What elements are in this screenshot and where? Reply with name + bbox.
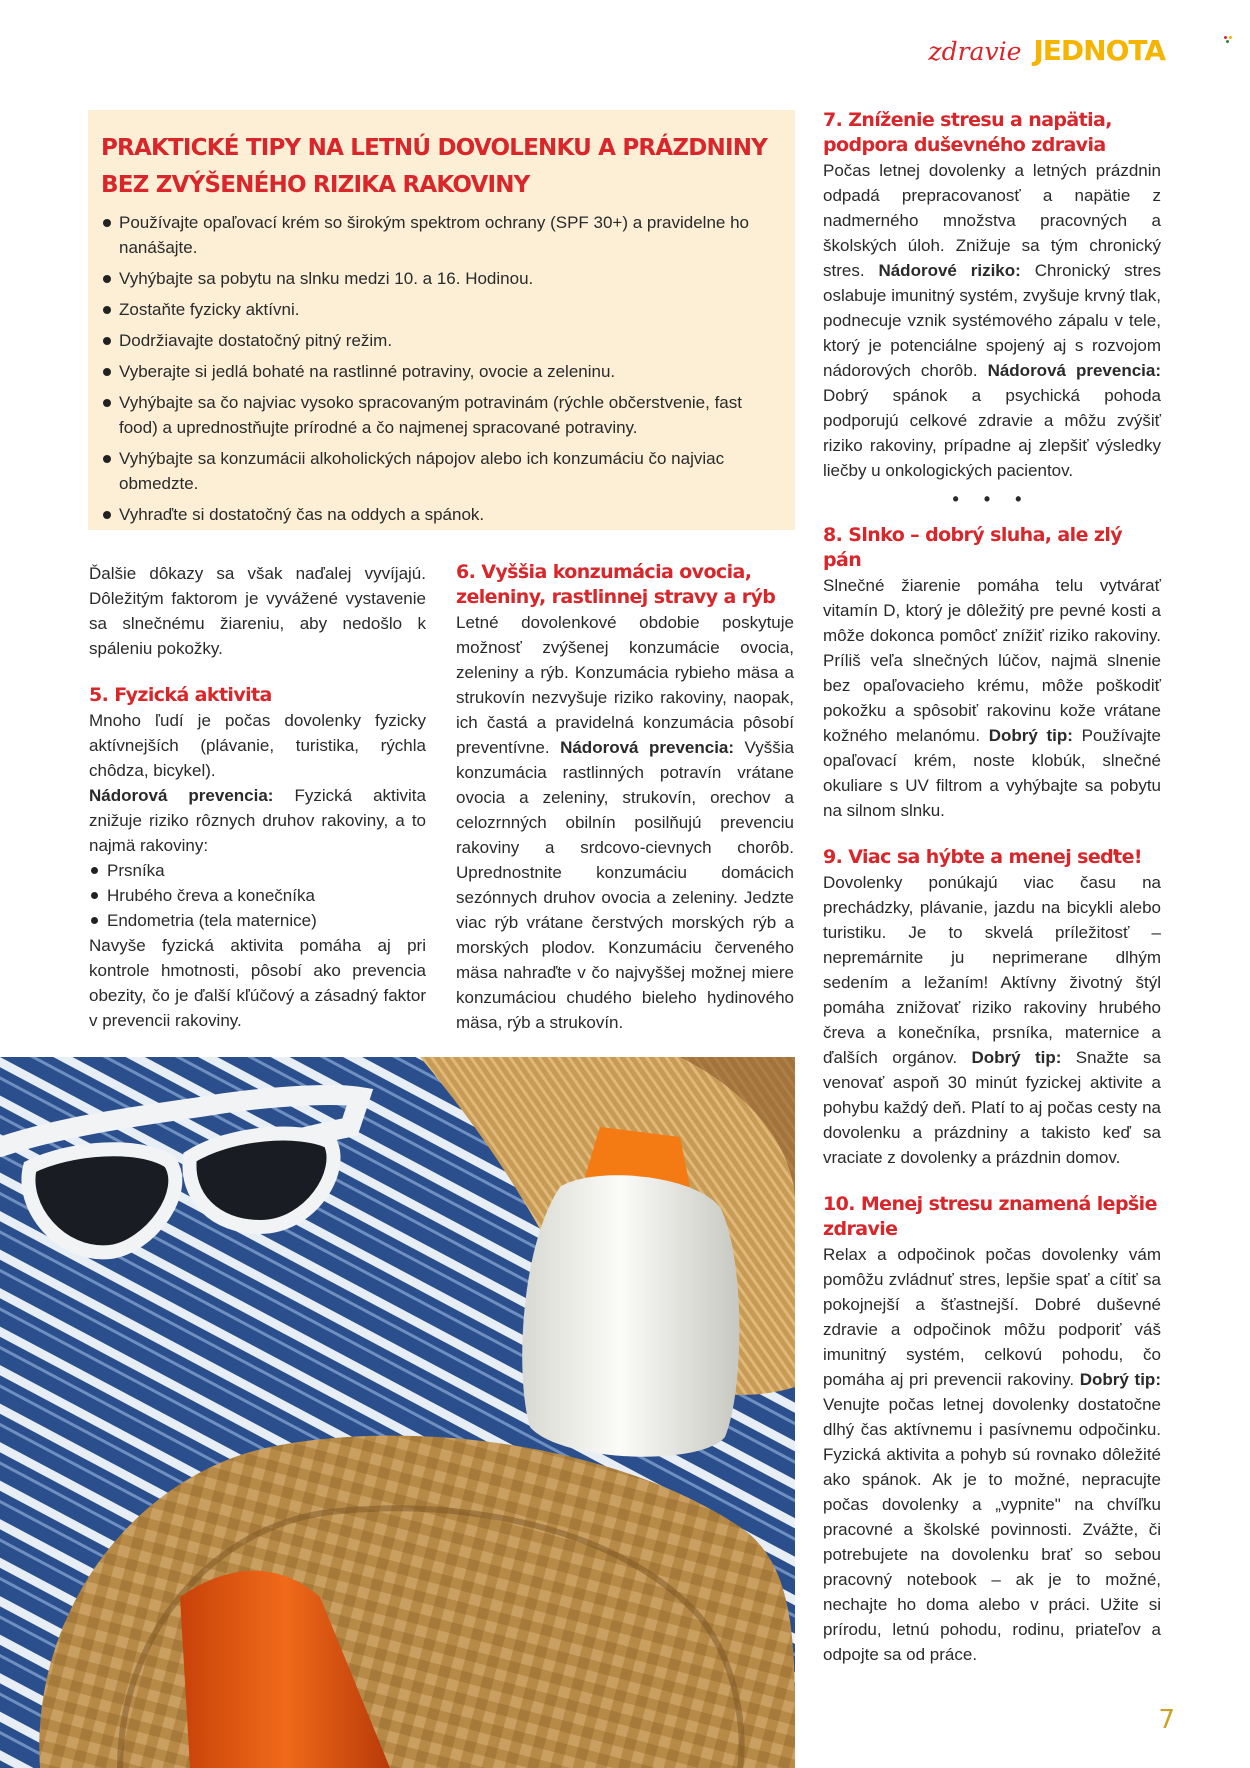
tips-box	[88, 110, 795, 530]
section-7-bold-1: Nádorové riziko:	[878, 261, 1021, 280]
tips-item: Zostaňte fyzicky aktívni.	[101, 297, 780, 322]
page-number: 7	[1158, 1705, 1175, 1735]
section-label: zdravie	[928, 37, 1022, 66]
section-6-text-1: Letné dovolenkové obdobie poskytuje možnosť zvýšenej konzumácie ovocia, zeleniny a rýb. Konzumácia rybieho mäsa a strukovín nezvyšuje riziko rakoviny, naopak, ich častá a pravidelná konzumácia pôsobí preventívne.	[456, 613, 794, 757]
list-item: Prsníka	[89, 858, 426, 883]
section-5-text-2	[89, 783, 426, 858]
section-5-text-2-body: Fyzická aktivita znižuje riziko rôznych druhov rakoviny, a to najmä rakoviny:	[89, 786, 426, 855]
tips-title-line1: PRAKTICKÉ TIPY NA LETNÚ DOVOLENKU A PRÁZDNINY	[101, 135, 768, 161]
section-8-text-1: Slnečné žiarenie pomáha telu vytvárať vitamín D, ktorý je dôležitý pre pevné kosti a môže dokonca pomôcť znížiť riziko rakoviny. Príliš veľa slnečných lúčov, najmä slnenie bez opaľovacieho krému, môže poškodiť pokožku a spôsobiť rakovinu kože vrátane kožného melanómu.	[823, 576, 1161, 745]
section-5-heading: 5. Fyzická aktivita	[89, 684, 272, 706]
section-6-bold: Nádorová prevencia:	[560, 738, 735, 757]
tips-title	[101, 130, 780, 204]
section-9-text	[823, 870, 1161, 1170]
corner-dots-icon	[1224, 36, 1234, 44]
section-5-text-1: Mnoho ľudí je počas dovolenky fyzicky aktívnejších (plávanie, turistika, rýchla chôdza, bicykel).	[89, 711, 426, 780]
beach-photo	[0, 1057, 795, 1768]
section-6-heading: 6. Vyššia konzumácia ovocia, zeleniny, rastlinnej stravy a rýb	[456, 561, 776, 608]
tips-item: Vyhýbajte sa čo najviac vysoko spracovaným potravinám (rýchle občerstvenie, fast food) a uprednostňujte prírodné a čo najmenej spracované potraviny.	[101, 390, 780, 440]
section-7-text-3: Dobrý spánok a psychická pohoda podporujú celkové zdravie a môžu zvýšiť riziko rakoviny, prípadne aj zlepšiť výsledky liečby u onkologických pacientov.	[823, 386, 1161, 480]
section-8-bold: Dobrý tip:	[988, 726, 1073, 745]
column-1	[89, 561, 426, 1033]
section-8-text-2: Používajte opaľovací krém, noste klobúk, slnečné okuliare s UV filtrom a vyhýbajte sa pobytu na silnom slnku.	[823, 726, 1161, 820]
section-10-text-1: Relax a odpočinok počas dovolenky vám pomôžu zvládnuť stres, lepšie spať a cítiť sa pokojnejší a šťastnejší. Dobré duševné zdravie a odpočinok môžu podporiť váš imunitný systém, celkovú pohodu, čo pomáha aj pri prevencii rakoviny.	[823, 1245, 1161, 1389]
tips-item: Používajte opaľovací krém so širokým spektrom ochrany (SPF 30+) a pravidelne ho nanášajte.	[101, 210, 780, 260]
list-item: Hrubého čreva a konečníka	[89, 883, 426, 908]
section-7-heading: 7. Zníženie stresu a napätia, podpora duševného zdravia	[823, 109, 1112, 156]
tips-item: Vyhraďte si dostatočný čas na oddych a spánok.	[101, 502, 780, 527]
section-10-text-2: Venujte počas letnej dovolenky dostatočne dlhý čas aktívnemu i pasívnemu odpočinku. Fyzická aktivita a pohyb sú rovnako dôležité ako spánok. Ak je to možné, nepracujte počas dovolenky a „vypnite" na chvíľku pracovné a školské povinnosti. Zvážte, či potrebujete na dovolenku brať so sebou pracovný notebook – ak je to možné, nechajte ho doma alebo v práci. Užite si prírodu, letnú pohodu, rodinu, priateľov a odpojte sa od práce.	[823, 1395, 1161, 1664]
tips-item: Vyberajte si jedlá bohaté na rastlinné potraviny, ovocie a zeleninu.	[101, 359, 780, 384]
section-5-bold: Nádorová prevencia:	[89, 786, 274, 805]
column-2	[456, 560, 794, 1035]
section-8-heading: 8. Slnko – dobrý sluha, ale zlý pán	[823, 524, 1123, 571]
section-5-text-3: Navyše fyzická aktivita pomáha aj pri kontrole hmotnosti, pôsobí ako prevencia obezity, čo je ďalší kľúčový a zásadný faktor v prevencii rakoviny.	[89, 936, 426, 1030]
sunglasses-sunscreen-bag-image	[0, 1057, 795, 1768]
section-7-text	[823, 158, 1161, 483]
tips-item: Dodržiavajte dostatočný pitný režim.	[101, 328, 780, 353]
tips-title-line2: BEZ ZVÝŠENÉHO RIZIKA RAKOVINY	[101, 172, 530, 198]
header-brand	[928, 34, 1165, 67]
section-8-text	[823, 573, 1161, 823]
tips-item: Vyhýbajte sa pobytu na slnku medzi 10. a 16. Hodinou.	[101, 266, 780, 291]
tips-list	[101, 210, 780, 527]
section-5-list	[89, 858, 426, 933]
brand-logo: JEDNOTA	[1033, 34, 1165, 67]
list-item: Endometria (tela maternice)	[89, 908, 426, 933]
tips-item: Vyhýbajte sa konzumácii alkoholických nápojov alebo ich konzumáciu čo najviac obmedzte.	[101, 446, 780, 496]
separator-dots: • • •	[952, 489, 1032, 509]
section-9-text-1: Dovolenky ponúkajú viac času na prechádzky, plávanie, jazdu na bicykli alebo turistiku. Je to skvelá príležitosť – nepremárnite ju neprimerane dlhým sedením a ležaním! Aktívny životný štýl pomáha znižovať riziko rakoviny hrubého čreva a konečníka, prsníka, maternice a ďalších orgánov.	[823, 873, 1161, 1067]
section-10-bold: Dobrý tip:	[1079, 1370, 1161, 1389]
section-7-text-1: Počas letnej dovolenky a letných prázdnin odpadá prepracovanosť a napätie z nadmerného množstva pracovných a školských úloh. Znižuje sa tým chronický stres.	[823, 161, 1161, 280]
column-3	[823, 108, 1161, 1667]
section-7-text-2: Chronický stres oslabuje imunitný systém, zvyšuje krvný tlak, podnecuje vznik systémového zápalu v tele, ktorý je potenciálne spojený aj s rozvojom nádorových chorôb.	[823, 261, 1161, 380]
section-6-text	[456, 610, 794, 1035]
section-6-text-2: Vyššia konzumácia rastlinných potravín vrátane ovocia a zeleniny, strukovín, orechov a celozrnných obilnín posilňujú prevenciu rakoviny a srdcovo-cievnych chorôb. Uprednostnite konzumáciu domácich sezónnych druhov ovocia a zeleniny. Jedzte viac rýb vrátane čerstvých morských rýb a morských plodov. Konzumáciu červeného mäsa nahraďte v čo najvyššej možnej miere konzumáciou chudého bieleho hydinového mäsa, rýb a strukovín.	[456, 738, 794, 1032]
section-10-heading: 10. Menej stresu znamená lepšie zdravie	[823, 1193, 1157, 1240]
section-10-text	[823, 1242, 1161, 1667]
section-9-text-2: Snažte sa venovať aspoň 30 minút fyzickej aktivite a pohybu každý deň. Platí to aj počas cesty na dovolenku a prázdniny a takisto keď sa vraciate z dovolenky a prázdnin domov.	[823, 1048, 1161, 1167]
section-7-bold-2: Nádorová prevencia:	[987, 361, 1161, 380]
section-9-heading: 9. Viac sa hýbte a menej seďte!	[823, 846, 1142, 868]
col1-intro: Ďalšie dôkazy sa však naďalej vyvíjajú. Dôležitým faktorom je vyvážené vystavenie sa slnečnému žiareniu, aby nedošlo k spáleniu pokožky.	[89, 564, 426, 658]
section-9-bold: Dobrý tip:	[971, 1048, 1062, 1067]
